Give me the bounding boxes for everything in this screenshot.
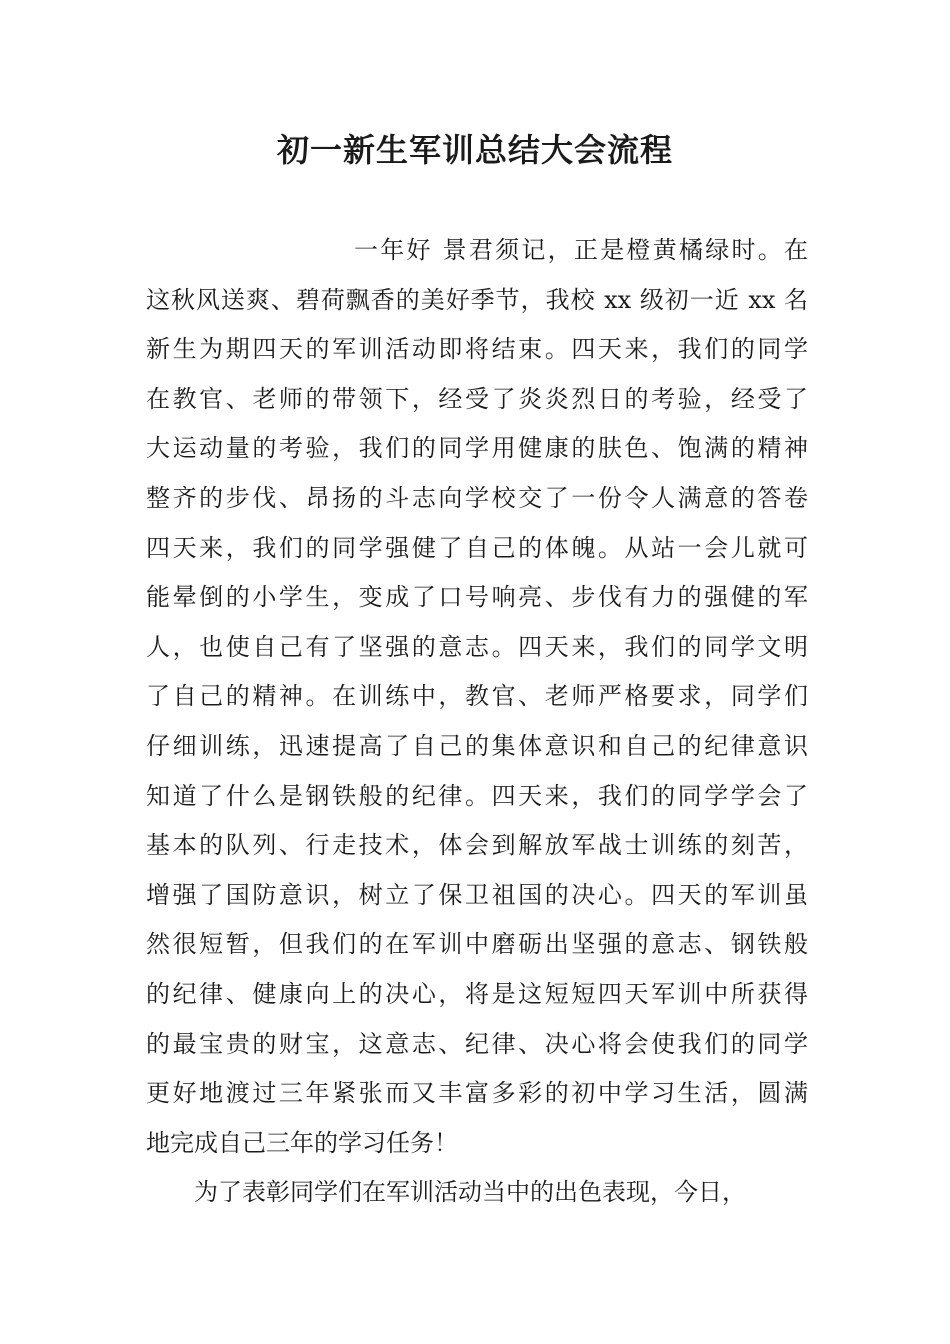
body-line: 人，也使自己有了坚强的意志。四天来，我们的同学文明 [146,632,808,661]
body-line: 知道了什么是钢铁般的纪律。四天来，我们的同学学会了 [146,781,808,810]
body-line: 增强了国防意识，树立了保卫祖国的决心。四天的军训虽 [146,880,808,909]
body-line: 了自己的精神。在训练中，教官、老师严格要求，同学们 [146,682,808,711]
body-line: 四天来，我们的同学强健了自己的体魄。从站一会儿就可 [146,533,808,562]
body-line: 更好地渡过三年紧张而又丰富多彩的初中学习生活，圆满 [146,1079,808,1108]
body-line: 新生为期四天的军训活动即将结束。四天来，我们的同学 [146,335,808,364]
body-line: 能晕倒的小学生，变成了口号响亮、步伐有力的强健的军 [146,583,808,612]
body-line: 为了表彰同学们在军训活动当中的出色表现，今日， [194,1178,746,1207]
body-line: 仔细训练，迅速提高了自己的集体意识和自己的纪律意识 [146,731,808,760]
body-line: 基本的队列、行走技术，体会到解放军战士训练的刻苦， [146,831,808,860]
body-line: 整齐的步伐、昂扬的斗志向学校交了一份令人满意的答卷 [146,483,808,512]
document-body [146,226,808,1218]
body-line: 然很短暂，但我们的在军训中磨砺出坚强的意志、钢铁般 [146,930,808,959]
document-title: 初一新生军训总结大会流程 [276,131,673,169]
body-line: 一年好 景君须记，正是橙黄橘绿时。在 [354,236,808,264]
body-line: 的最宝贵的财宝，这意志、纪律、决心将会使我们的同学 [146,1029,808,1058]
body-line: 在教官、老师的带领下，经受了炎炎烈日的考验，经受了 [146,384,808,413]
body-line: 大运动量的考验，我们的同学用健康的肤色、饱满的精神 [146,434,808,463]
body-line: 的纪律、健康向上的决心，将是这短短四天军训中所获得 [146,979,808,1008]
body-line: 地完成自己三年的学习任务！ [146,1128,458,1157]
body-line: 这秋风送爽、碧荷飘香的美好季节，我校 xx 级初一近 xx 名 [146,285,808,314]
